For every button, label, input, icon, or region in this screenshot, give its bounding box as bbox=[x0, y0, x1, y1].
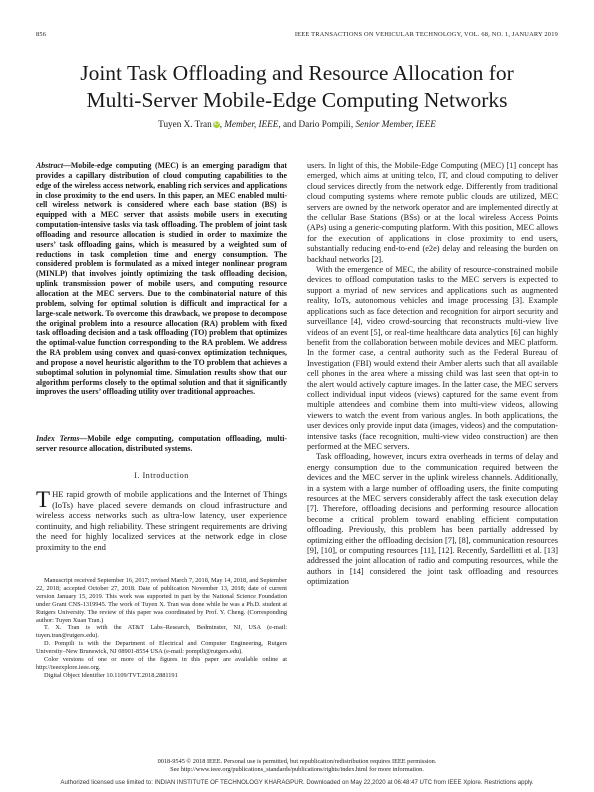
footnote: T. X. Tran is with the AT&T Labs–Research, Bedminster, NJ, USA (e-mail: tuyen.tran@rutgers.edu). bbox=[36, 624, 287, 640]
author-line bbox=[36, 119, 558, 129]
orcid-icon[interactable]: iD bbox=[213, 121, 219, 127]
right-column bbox=[307, 161, 558, 588]
page-number: 856 bbox=[36, 31, 47, 38]
footnotes bbox=[36, 577, 287, 680]
abstract bbox=[36, 161, 287, 397]
title-line-2: Multi-Server Mobile-Edge Computing Networks bbox=[86, 88, 508, 112]
author-1: Tuyen X. Tran bbox=[158, 119, 212, 129]
index-terms-text: —Mobile edge computing, computation offloading, multi-server resource allocation, distributed systems. bbox=[36, 434, 288, 453]
drop-cap: T bbox=[36, 487, 51, 512]
footnote: D. Pompili is with the Department of Electrical and Computer Engineering, Rutgers University–New Brunswick, NJ 08901-8554 USA (e-mail: pompili@rutgers.edu). bbox=[36, 640, 287, 656]
abstract-text: —Mobile-edge computing (MEC) is an emerging paradigm that provides a capillary distribution of cloud computing capabilities to the edge of the wireless access network, enabling rich services and applications in close proximity to the end users. In this paper, an MEC enabled multi-cell wireless network is considered where each base station (BS) is equipped with a MEC server that assists mobile users in executing computation-intensive tasks via task offloading. The problem of joint task offloading and resource allocation is studied in order to maximize the users’ task offloading gains, which is measured by a weighted sum of reductions in task completion time and energy consumption. The considered problem is formulated as a mixed integer nonlinear program (MINLP) that involves jointly optimizing the task offloading decision, uplink transmission power of mobile users, and computing resource allocation at the MEC servers. Due to the combinatorial nature of this problem, solving for optimal solution is difficult and impractical for a large-scale network. To overcome this drawback, we propose to decompose the original problem into a resource allocation (RA) problem with fixed task offloading decision and a task offloading (TO) problem that optimizes the optimal-value function corresponding to the RA problem. We address the RA problem using convex and quasi-convex optimization techniques, and propose a novel heuristic algorithm to the TO problem that achieves a suboptimal solution in polynomial time. Simulation results show that our algorithm performs closely to the optimal solution and that it significantly improves the users’ offloading utility over traditional approaches. bbox=[36, 161, 287, 397]
rights-link-line[interactable]: See http://www.ieee.org/publications_standards/publications/rights/index.html for more information. bbox=[170, 766, 424, 773]
footnote: Manuscript received September 16, 2017; revised March 7, 2018, May 14, 2018, and September 22, 2018; accepted October 27, 2018. Date of publication November 13, 2018; date of current version January 15, 2019. This work was supported in part by the National Science Foundation under Grant CNS-1319945. The work of Tuyen X. Tran was done while he was a Ph.D. student at Rutgers University. The review of this paper was coordinated by Prof. Y. Cheng. (Corresponding author: Tuyen Xuan Tran.) bbox=[36, 577, 287, 624]
running-header bbox=[36, 31, 558, 41]
index-terms bbox=[36, 434, 287, 454]
paper-title bbox=[36, 60, 558, 114]
footnote: Digital Object Identifier 10.1109/TVT.2018.2881191 bbox=[44, 671, 178, 679]
intro-paragraph bbox=[36, 489, 287, 553]
copyright-footer bbox=[36, 758, 558, 774]
copyright-line: 0018-9545 © 2018 IEEE. Personal use is permitted, but republication/redistribution requires IEEE permission. bbox=[157, 758, 437, 765]
body-paragraph: users. In light of this, the Mobile-Edge Computing (MEC) [1] concept has emerged, which aims at uniting telco, IT, and cloud computing to deliver cloud services directly from the network edge. Differently from traditional cloud computing systems where remote public clouds are utilized, MEC servers are owned by the network operator and are implemented directly at the cellular Base Stations (BSs) or at the local wireless Access Points (APs) using a generic-computing platform. With this position, MEC allows for the execution of applications in close proximity to end users, substantially reducing end-to-end (e2e) delay and releasing the burden on backhaul networks [2]. bbox=[307, 161, 558, 264]
body-paragraph: Task offloading, however, incurs extra overheads in terms of delay and energy consumption due to the communication required between the devices and the MEC server in the uplink wireless channels. Additionally, in a system with a large number of offloading users, the finite computing resources at the MEC servers considerably affect the task execution delay [7]. Therefore, offloading decisions and performing resource allocation become a critical problem toward enabling efficient computation offloading. Previously, this problem has been partially addressed by optimizing either the offloading decision [7], [8], communication resources [9], [10], or computing resources [11], [12]. Recently, Sardellitti et al. [13] addressed the joint allocation of radio and computing resources, while the authors in [14] considered the joint task offloading and resources optimization bbox=[307, 452, 558, 587]
body-paragraph: With the emergence of MEC, the ability of resource-constrained mobile devices to offload computation tasks to the MEC servers is expected to support a myriad of new services and applications such as augmented reality, IoTs, autonomous vehicles and image processing [3]. Example applications such as face detection and recognition for airport security and surveillance [4], video crowd-sourcing that reconstructs multi-view live videos of an event [5], or real-time healthcare data analytics [6] can highly benefit from the collaboration between mobile devices and MEC platform. In the former case, a central authority such as the Federal Bureau of Investigation (FBI) would extend their Amber alerts such that all available cell phones in the area where a missing child was last seen that opt-in to the alert would actively capture images. In the latter case, the MEC servers collect individual input videos (views) captured for the same event from multiple attendees and combine them into multi-view videos, allowing viewers to watch the event from various angles. In both applications, the user devices only provide input data (images, videos) and the computation-intensive tasks (face recognition, multi-view video construction) are then performed at the MEC servers. bbox=[307, 265, 558, 451]
section-heading: I. Introduction bbox=[134, 471, 189, 480]
abstract-label: Abstract bbox=[36, 161, 64, 170]
author-1-role: , Member, IEEE, bbox=[219, 119, 281, 129]
title-line-1: Joint Task Offloading and Resource Allocation for bbox=[80, 61, 514, 85]
intro-text: HE rapid growth of mobile applications and the Internet of Things (IoTs) have placed severe demands on cloud infrastructure and wireless access networks such as ultra-low latency, user experience continuity, and high reliability. These stringent requirements are driving the need for highly localized services at the network edge in close proximity to the end bbox=[36, 489, 287, 552]
author-2: and Dario Pompili, bbox=[280, 119, 354, 129]
license-watermark: Authorized licensed use limited to: INDIAN INSTITUTE OF TECHNOLOGY KHARAGPUR. Downloaded on May 22,2020 at 06:48:47 UTC from IEEE Xplore. Restrictions apply. bbox=[60, 779, 534, 786]
index-terms-label: Index Terms bbox=[36, 434, 80, 443]
author-2-role: Senior Member, IEEE bbox=[353, 119, 436, 129]
running-head: IEEE TRANSACTIONS ON VEHICULAR TECHNOLOGY, VOL. 68, NO. 1, JANUARY 2019 bbox=[294, 31, 558, 38]
footnote: Color versions of one or more of the figures in this paper are available online at http://ieeexplore.ieee.org. bbox=[36, 656, 287, 671]
